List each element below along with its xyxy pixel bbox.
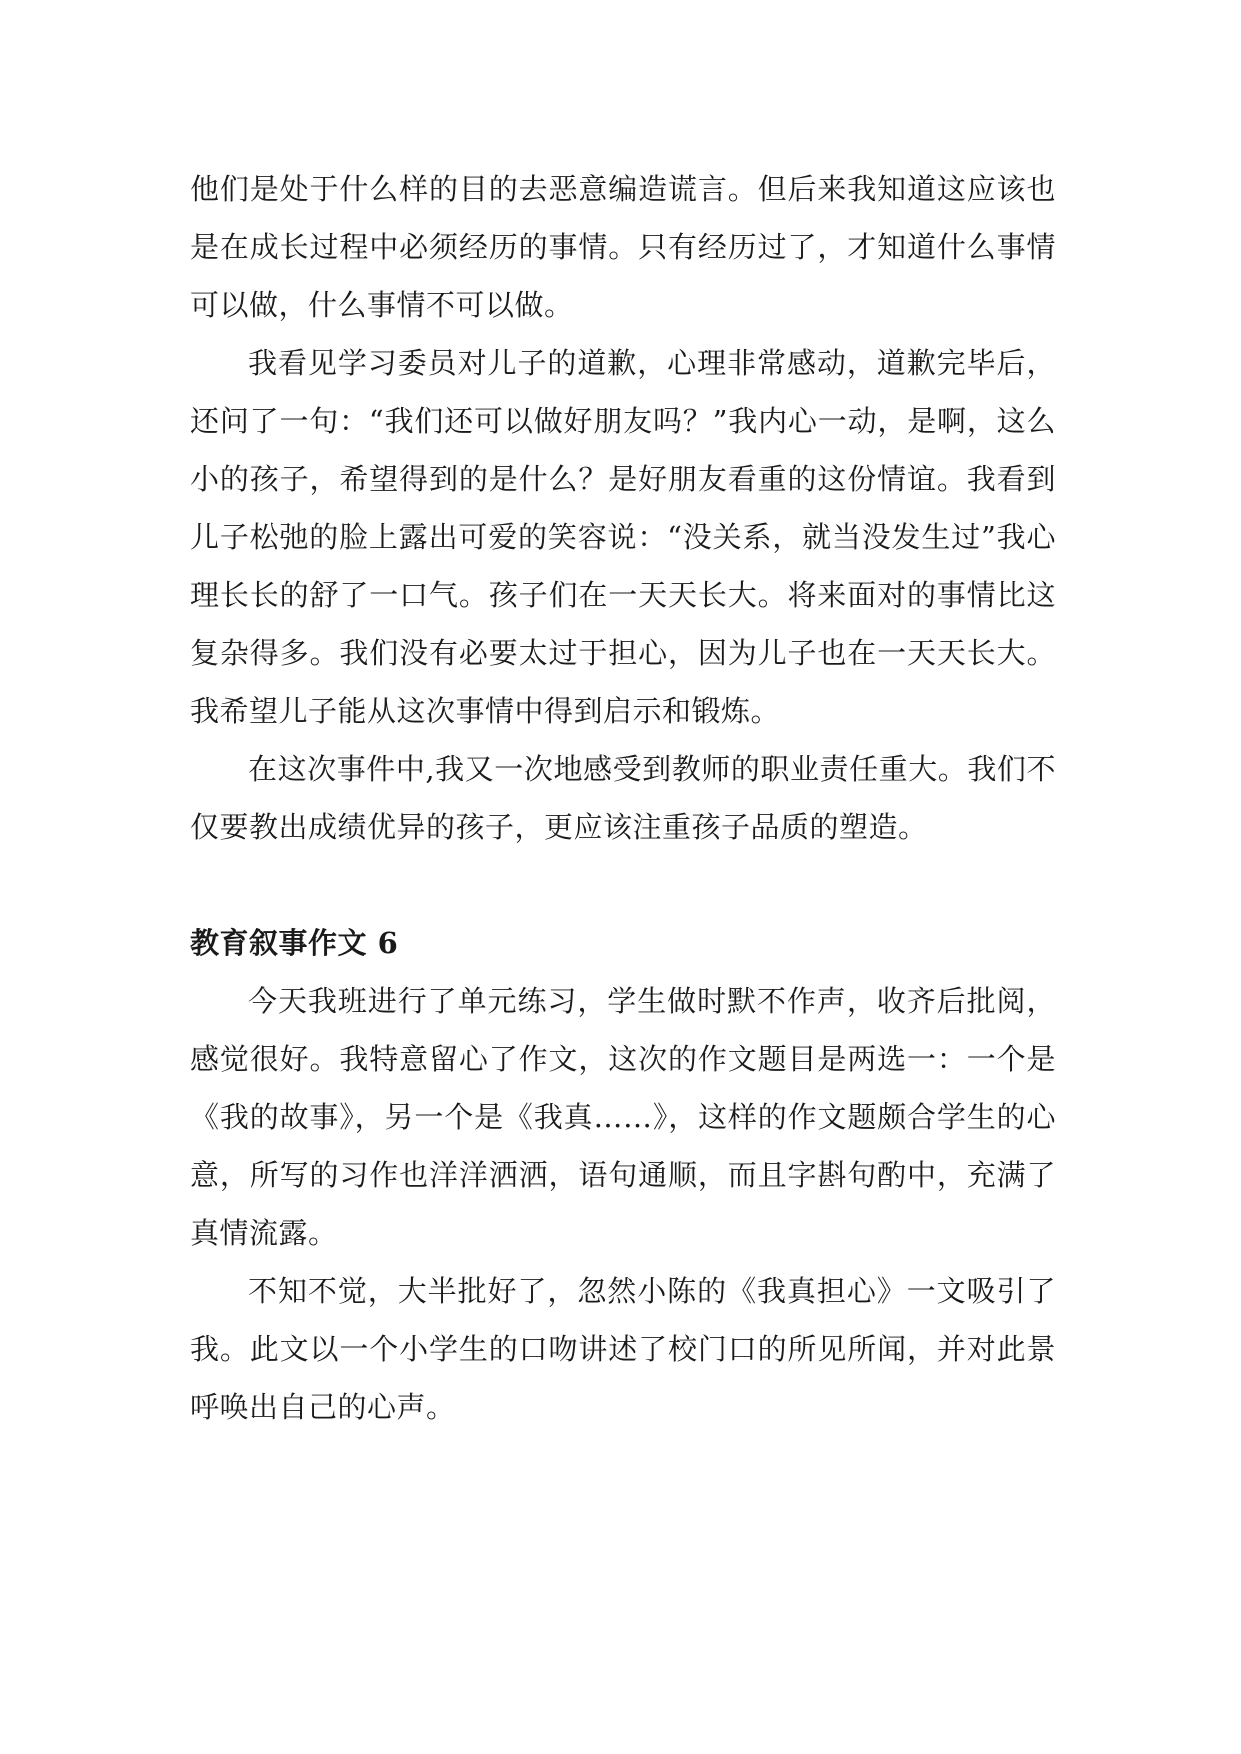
section-gap	[190, 856, 1056, 914]
document-body	[190, 160, 1056, 1436]
paragraph-unit-test: 今天我班进行了单元练习，学生做时默不作声，收齐后批阅，感觉很好。我特意留心了作文，这次的作文题目是两选一：一个是《我的故事》，另一个是《我真……》，这样的作文题颇合学生的心意，所写的习作也洋洋洒洒，语句通顺，而且字斟句酌中，充满了真情流露。	[190, 984, 1056, 1250]
paragraph-continuation: 他们是处于什么样的目的去恶意编造谎言。但后来我知道这应该也是在成长过程中必须经历的事情。只有经历过了，才知道什么事情可以做，什么事情不可以做。	[190, 172, 1056, 322]
paragraph-worry-essay: 不知不觉，大半批好了，忽然小陈的《我真担心》一文吸引了我。此文以一个小学生的口吻讲述了校门口的所见所闻，并对此景呼唤出自己的心声。	[190, 1274, 1056, 1424]
paragraph-apology: 我看见学习委员对儿子的道歉，心理非常感动，道歉完毕后，还问了一句：“我们还可以做好朋友吗？”我内心一动，是啊，这么小的孩子，希望得到的是什么？是好朋友看重的这份情谊。我看到儿子松弛的脸上露出可爱的笑容说：“没关系，就当没发生过”我心理长长的舒了一口气。孩子们在一天天长大。将来面对的事情比这复杂得多。我们没有必要太过于担心，因为儿子也在一天天长大。我希望儿子能从这次事情中得到启示和锻炼。	[190, 346, 1056, 728]
section-title: 教育叙事作文 6	[190, 926, 399, 960]
paragraph-responsibility: 在这次事件中,我又一次地感受到教师的职业责任重大。我们不仅要教出成绩优异的孩子，更应该注重孩子品质的塑造。	[190, 752, 1056, 844]
